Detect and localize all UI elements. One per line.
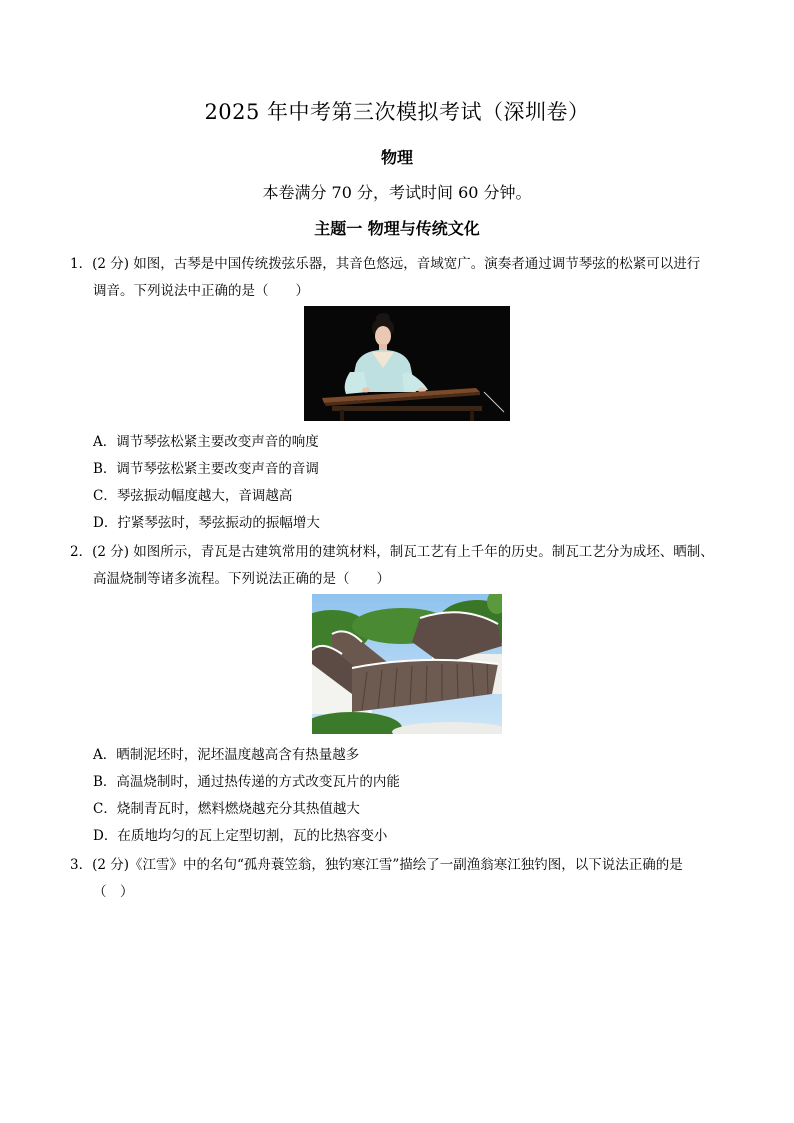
question-1-text: 1．(2 分) 如图，古琴是中国传统拨弦乐器，其音色悠远，音域宽广。演奏者通过调节琴弦的松紧可以进行 xyxy=(70,256,701,272)
q1-option-b: B．调节琴弦松紧主要改变声音的音调 xyxy=(93,461,319,477)
guqin-player-photo xyxy=(304,306,510,421)
q1-option-c: C．琴弦振动幅度越大，音调越高 xyxy=(93,488,293,504)
q2-option-a: A．晒制泥坯时，泥坯温度越高含有热量越多 xyxy=(93,747,360,763)
q2-option-b: B．高温烧制时，通过热传递的方式改变瓦片的内能 xyxy=(93,774,400,790)
subject-heading: 物理 xyxy=(380,148,413,167)
q2-option-d: D．在质地均匀的瓦上定型切割，瓦的比热容变小 xyxy=(93,828,388,844)
q2-option-c: C．烧制青瓦时，燃料燃烧越充分其热值越大 xyxy=(93,801,360,817)
question-3-text-cont: （ ） xyxy=(93,884,134,900)
question-1-text-cont: 调音。下列说法中正确的是（ ） xyxy=(93,283,309,299)
exam-info: 本卷满分 70 分，考试时间 60 分钟。 xyxy=(262,183,532,202)
theme-heading: 主题一 物理与传统文化 xyxy=(314,219,480,238)
question-2-text: 2．(2 分) 如图所示，青瓦是古建筑常用的建筑材料，制瓦工艺有上千年的历史。制瓦工艺分为成坯、晒制、 xyxy=(70,544,714,560)
q1-option-d: D．拧紧琴弦时，琴弦振动的振幅增大 xyxy=(93,515,320,531)
q1-option-a: A．调节琴弦松紧主要改变声音的响度 xyxy=(93,434,319,450)
exam-title: 2025 年中考第三次模拟考试（深圳卷） xyxy=(204,100,590,124)
tile-roof-photo xyxy=(312,594,502,734)
question-3-text: 3．(2 分)《江雪》中的名句“孤舟蓑笠翁，独钓寒江雪”描绘了一副渔翁寒江独钓图，以下说法正确的是 xyxy=(70,857,683,873)
question-2-text-cont: 高温烧制等诸多流程。下列说法正确的是（ ） xyxy=(93,571,390,587)
